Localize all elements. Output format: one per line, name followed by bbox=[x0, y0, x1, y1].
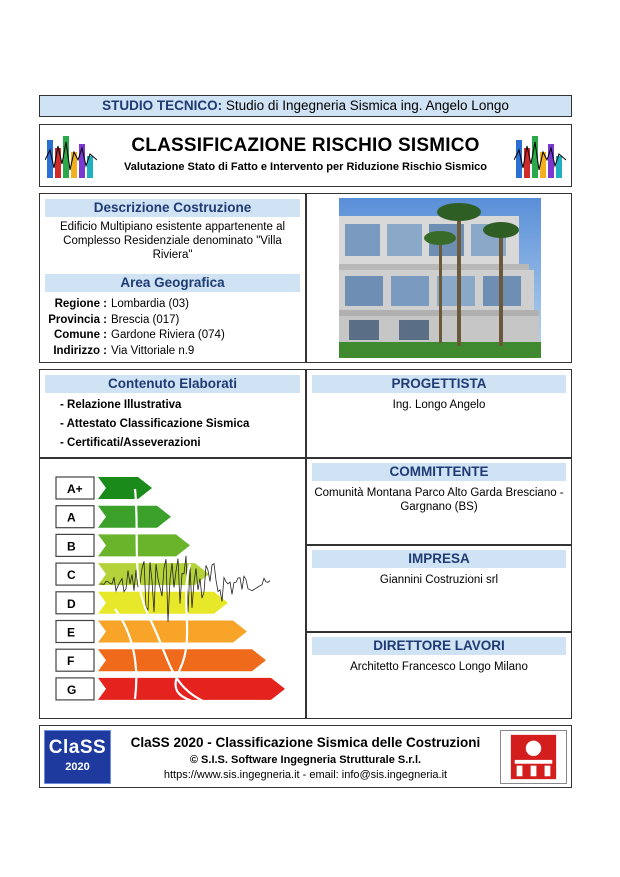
area-row-indirizzo: Indirizzo : Via Vittoriale n.9 bbox=[53, 344, 195, 357]
footer-line3: https://www.sis.ingegneria.it - email: info@sis.ingegneria.it bbox=[163, 769, 448, 781]
committente-box bbox=[306, 458, 572, 545]
contenuto-title: Contenuto Elaborati bbox=[45, 375, 300, 393]
progettista-value: Ing. Longo Angelo bbox=[392, 399, 486, 411]
class-label: D bbox=[67, 596, 76, 611]
area-info bbox=[40, 295, 305, 357]
header bbox=[39, 124, 572, 187]
direttore-box bbox=[306, 632, 572, 719]
area-row-provincia: Provincia : Brescia (017) bbox=[48, 313, 180, 326]
class-label: A+ bbox=[67, 482, 83, 496]
impresa-value: Giannini Costruzioni srl bbox=[379, 574, 499, 586]
studio-label: STUDIO TECNICO: bbox=[102, 98, 223, 113]
impresa-box bbox=[306, 545, 572, 632]
sis-logo bbox=[500, 730, 567, 784]
contenuto-item: - Attestato Classificazione Sismica bbox=[60, 418, 250, 430]
class-label: G bbox=[67, 682, 77, 697]
area-title: Area Geografica bbox=[45, 274, 300, 292]
committente-value: Comunità Montana Parco Alto Garda Bresciano - Gargnano (BS) bbox=[314, 487, 564, 513]
class-label: F bbox=[67, 654, 75, 669]
main-title: CLASSIFICAZIONE RISCHIO SISMICO bbox=[131, 135, 480, 156]
class-arrow bbox=[98, 534, 190, 556]
seismic-chart-logo-right bbox=[514, 130, 566, 182]
contenuto-item: - Relazione Illustrativa bbox=[60, 399, 182, 411]
class-arrow bbox=[98, 506, 171, 528]
footer bbox=[39, 725, 572, 788]
classes-box bbox=[39, 458, 306, 719]
contenuto-item: - Certificati/Asseverazioni bbox=[60, 437, 201, 449]
main-subtitle: Valutazione Stato di Fatto e Intervento per Riduzione Rischio Sismico bbox=[123, 161, 488, 173]
descrizione-text: Edificio Multipiano esistente appartenente al Complesso Residenziale denominato "Villa Riviera" bbox=[59, 221, 286, 261]
area-row-comune: Comune : Gardone Riviera (074) bbox=[53, 329, 225, 341]
class-arrow bbox=[98, 477, 152, 499]
class-arrow bbox=[98, 621, 247, 643]
photo-box bbox=[306, 193, 572, 363]
class-label: A bbox=[67, 510, 76, 525]
area-row-regione: Regione : Lombardia (03) bbox=[54, 298, 189, 310]
class-arrow bbox=[98, 649, 266, 671]
studio-bar bbox=[39, 95, 572, 117]
class-arrow bbox=[98, 678, 285, 700]
studio-value: Studio di Ingegneria Sismica ing. Angelo Longo bbox=[225, 98, 509, 113]
footer-line2: © S.I.S. Software Ingegneria Strutturale S.r.l. bbox=[189, 754, 422, 766]
committente-title: COMMITTENTE bbox=[312, 463, 566, 481]
class-label-box bbox=[56, 649, 94, 671]
building-photo bbox=[339, 198, 541, 358]
progettista-box bbox=[306, 369, 572, 458]
class-label: B bbox=[67, 539, 76, 554]
class-2020-logo: ClaSS 2020 bbox=[44, 730, 111, 784]
direttore-value: Architetto Francesco Longo Milano bbox=[350, 661, 528, 673]
footer-line1: ClaSS 2020 - Classificazione Sismica delle Costruzioni bbox=[130, 735, 481, 750]
class-arrow bbox=[98, 592, 228, 614]
direttore-title: DIRETTORE LAVORI bbox=[312, 637, 566, 655]
progettista-title: PROGETTISTA bbox=[312, 375, 566, 393]
seismic-class-graphic bbox=[40, 459, 305, 718]
contenuto-box bbox=[39, 369, 306, 458]
class-label: C bbox=[67, 568, 76, 583]
seismic-chart-logo-left bbox=[45, 130, 97, 182]
impresa-title: IMPRESA bbox=[312, 550, 566, 568]
class-label: E bbox=[67, 625, 76, 640]
descrizione-box bbox=[39, 193, 306, 363]
descrizione-title: Descrizione Costruzione bbox=[45, 199, 300, 217]
